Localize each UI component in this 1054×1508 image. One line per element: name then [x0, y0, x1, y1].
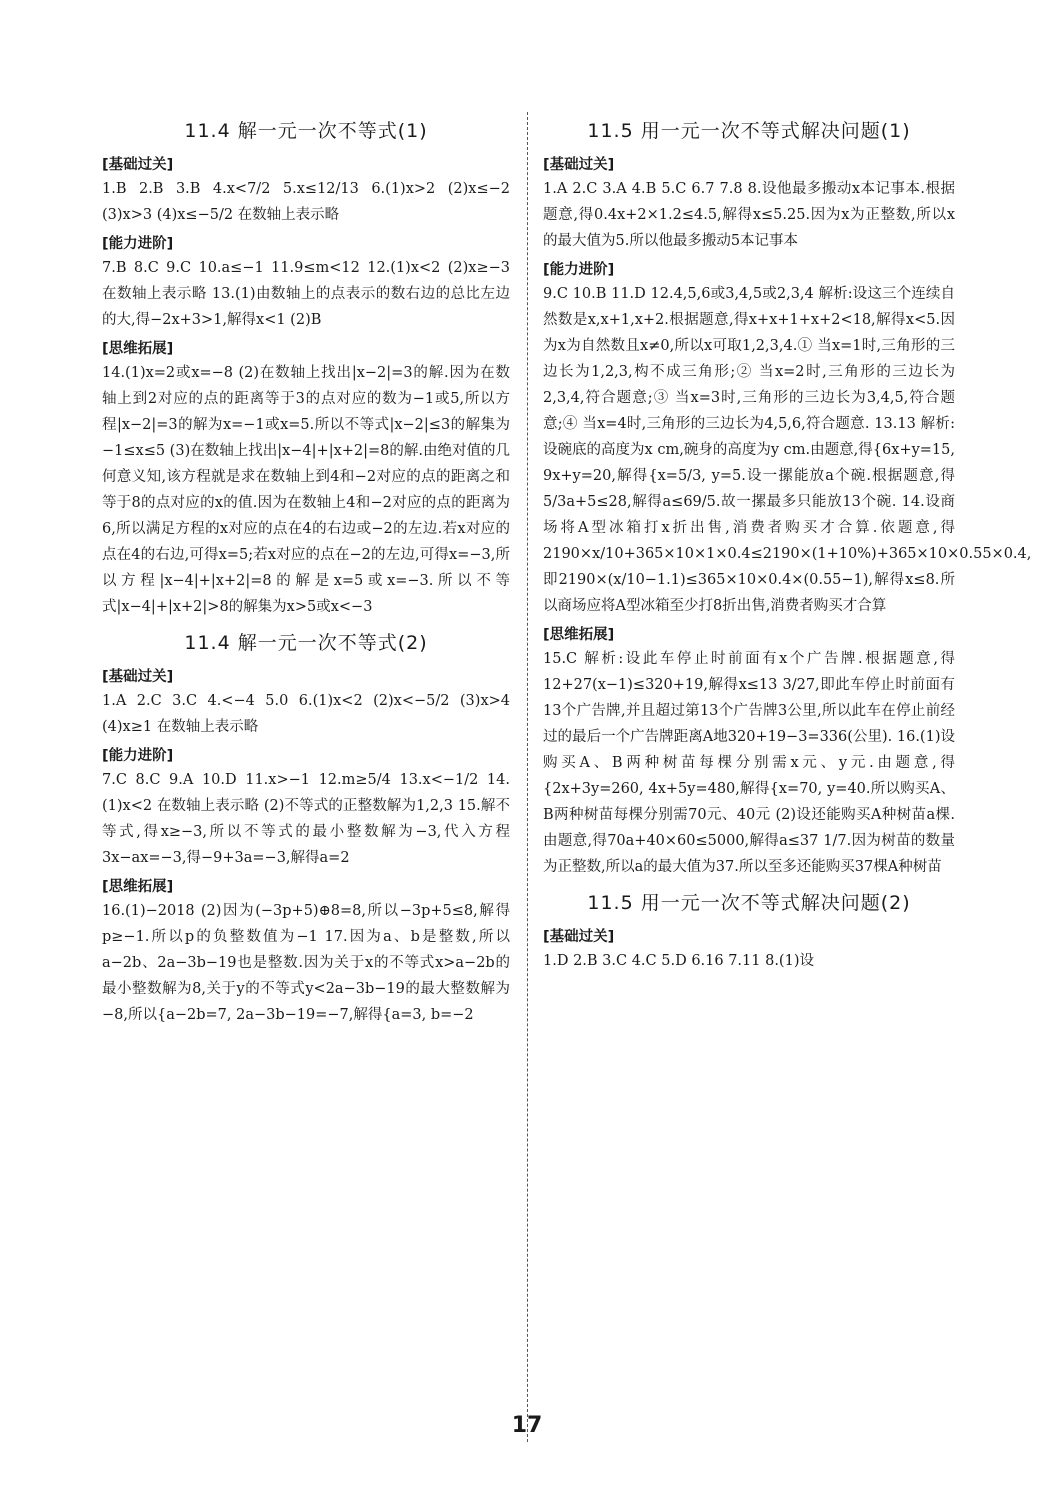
answer-paragraph: 1.A 2.C 3.A 4.B 5.C 6.7 7.8 8.设他最多搬动x本记事本.根据题意,得0.4x+2×1.2≤4.5,解得x≤5.25.因为x为正整数,所以x的最大值为5.所以他最多搬动5本记事本 — [543, 181, 955, 249]
section-tag: [能力进阶] — [543, 262, 615, 278]
right-column — [543, 108, 1032, 974]
answer-paragraph: 1.A 2.C 3.C 4.<−4 5.0 6.(1)x<2 (2)x<−5/2 (3)x>4 (4)x≥1 在数轴上表示略 — [102, 693, 510, 735]
section-title: 11.4 解一元一次不等式(1) — [184, 120, 428, 142]
section-tag: [基础过关] — [543, 929, 615, 945]
section-title: 11.4 解一元一次不等式(2) — [184, 632, 428, 654]
section-tag: [能力进阶] — [102, 748, 174, 764]
column-divider — [527, 112, 528, 1442]
answer-paragraph: 7.C 8.C 9.A 10.D 11.x>−1 12.m≥5/4 13.x<−1/2 14.(1)x<2 在数轴上表示略 (2)不等式的正整数解为1,2,3 15.解不等式,得x≥−3,所以不等式的最小整数解为−3,代入方程3x−ax=−3,得−9+3a=−3,解得a=2 — [102, 772, 510, 866]
section-tag: [思维拓展] — [102, 879, 174, 895]
answer-paragraph: 16.(1)−2018 (2)因为(−3p+5)⊕8=8,所以−3p+5≤8,解得p≥−1.所以p的负整数值为−1 17.因为a、b是整数,所以a−2b、2a−3b−19也是整数.因为关于x的不等式x>a−2b的最小整数解为8,关于y的不等式y<2a−3b−19的最大整数解为−8,所以{a−2b=7, 2a−3b−19=−7,解得{a=3, b=−2 — [102, 903, 510, 1023]
section-title: 11.5 用一元一次不等式解决问题(2) — [587, 892, 911, 914]
section-tag: [基础过关] — [102, 157, 174, 173]
answer-paragraph: 1.D 2.B 3.C 4.C 5.D 6.16 7.11 8.(1)设 — [543, 953, 814, 969]
answer-paragraph: 1.B 2.B 3.B 4.x<7/2 5.x≤12/13 6.(1)x>2 (2)x≤−2 (3)x>3 (4)x≤−5/2 在数轴上表示略 — [102, 181, 510, 223]
answer-paragraph: 14.(1)x=2或x=−8 (2)在数轴上找出|x−2|=3的解.因为在数轴上到2对应的点的距离等于3的点对应的数为−1或5,所以方程|x−2|=3的解为x=−1或x=5.所以不等式|x−2|≤3的解集为−1≤x≤5 (3)在数轴上找出|x−4|+|x+2|=8的解.由绝对值的几何意义知,该方程就是求在数轴上到4和−2对应的点的距离之和等于8的点对应的x的值.因为在数轴上4和−2对应的点的距离为6,所以满足方程的x对应的点在4的右边或−2的左边.若x对应的点在4的右边,可得x=5;若x对应的点在−2的左边,可得x=−3,所以方程|x−4|+|x+2|=8的解是x=5或x=−3.所以不等式|x−4|+|x+2|>8的解集为x>5或x<−3 — [102, 365, 511, 615]
left-column — [102, 108, 510, 1028]
section-tag: [基础过关] — [543, 157, 615, 173]
page-number: 17 — [511, 1413, 543, 1438]
section-tag: [思维拓展] — [102, 341, 174, 357]
section-title: 11.5 用一元一次不等式解决问题(1) — [587, 120, 911, 142]
answer-paragraph: 9.C 10.B 11.D 12.4,5,6或3,4,5或2,3,4 解析:设这三个连续自然数是x,x+1,x+2.根据题意,得x+x+1+x+2<18,解得x<5.因为x为自然数且x≠0,所以x可取1,2,3,4.① 当x=1时,三角形的三边长为1,2,3,构不成三角形;② 当x=2时,三角形的三边长为2,3,4,符合题意;③ 当x=3时,三角形的三边长为3,4,5,符合题意;④ 当x=4时,三角形的三边长为4,5,6,符合题意. 13.13 解析:设碗底的高度为x cm,碗身的高度为y cm.由题意,得{6x+y=15, 9x+y=20,解得{x=5/3, y=5.设一摞能放a个碗.根据题意,得5/3a+5≤28,解得a≤69/5.故一摞最多只能放13个碗. 14.设商场将A型冰箱打x折出售,消费者购买才合算.依题意,得2190×x/10+365×10×1×0.4≤2190×(1+10%)+365×10×0.55×0.4,即2190×(x/10−1.1)≤365×10×0.4×(0.55−1),解得x≤8.所以商场应将A型冰箱至少打8折出售,消费者购买才合算 — [543, 286, 1032, 614]
section-tag: [思维拓展] — [543, 627, 615, 643]
section-tag: [能力进阶] — [102, 236, 174, 252]
answer-paragraph: 15.C 解析:设此车停止时前面有x个广告牌.根据题意,得12+27(x−1)≤320+19,解得x≤13 3/27,即此车停止时前面有13个广告牌,并且超过第13个广告牌3公里,所以此车在停止前经过的最后一个广告牌距离A地320+19−3=336(公里). 16.(1)设购买A、B两种树苗每棵分别需x元、y元.由题意,得{2x+3y=260, 4x+5y=480,解得{x=70, y=40.所以购买A、B两种树苗每棵分别需70元、40元 (2)设还能购买A种树苗a棵.由题意,得70a+40×60≤5000,解得a≤37 1/7.因为树苗的数量为正整数,所以a的最大值为37.所以至多还能购买37棵A种树苗 — [543, 651, 955, 875]
section-tag: [基础过关] — [102, 669, 174, 685]
answer-paragraph: 7.B 8.C 9.C 10.a≤−1 11.9≤m<12 12.(1)x<2 (2)x≥−3 在数轴上表示略 13.(1)由数轴上的点表示的数右边的总比左边的大,得−2x+3>1,解得x<1 (2)B — [102, 260, 510, 328]
